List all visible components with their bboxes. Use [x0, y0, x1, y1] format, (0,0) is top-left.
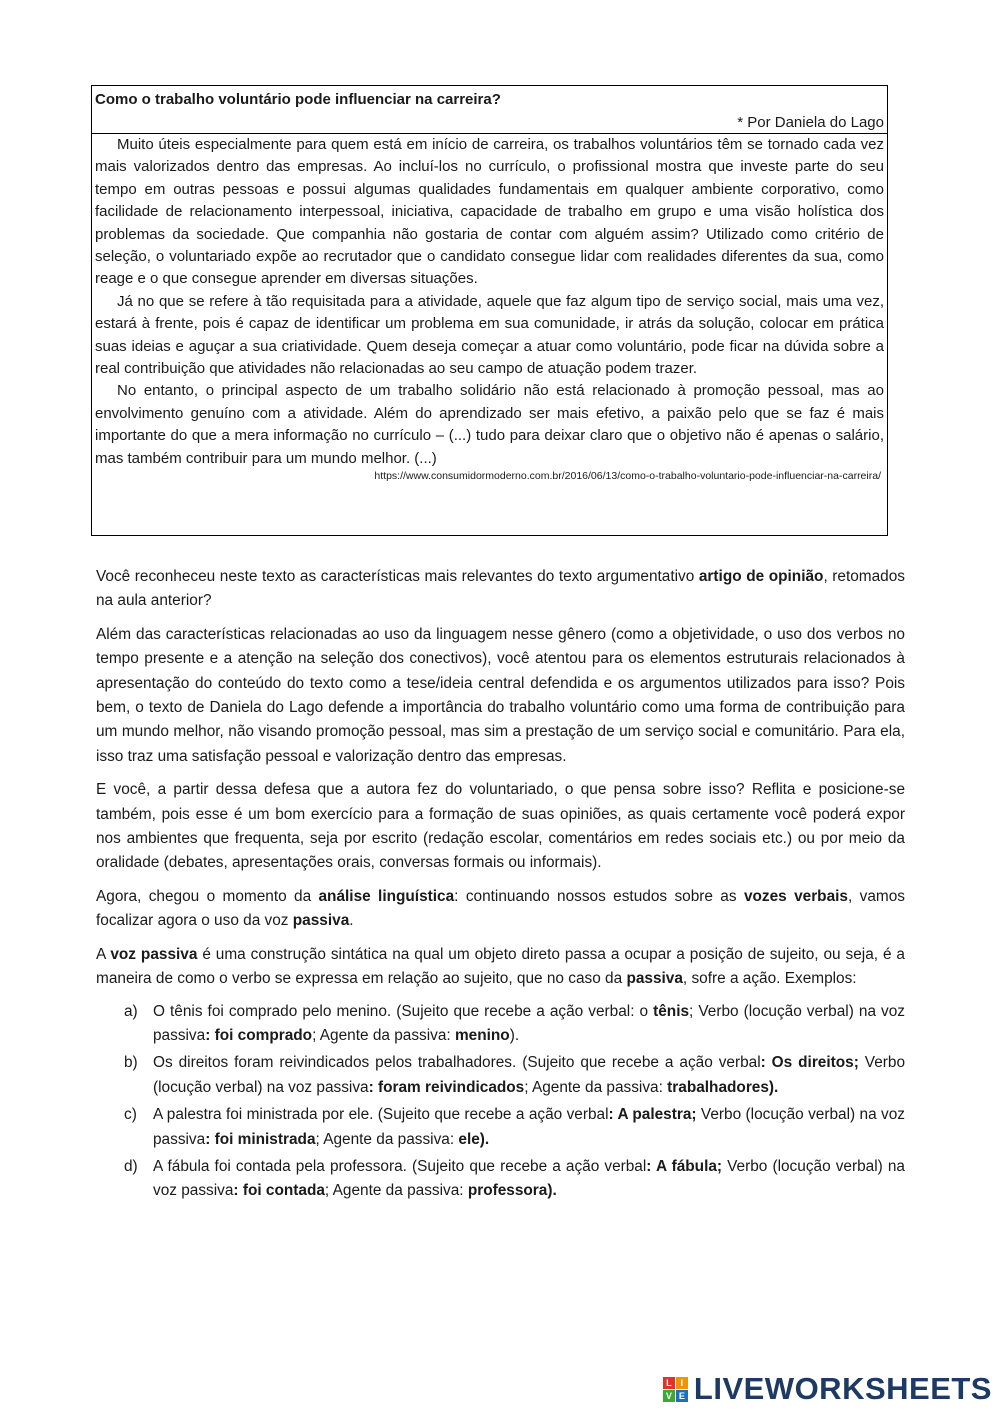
- badge-letter: E: [676, 1390, 688, 1402]
- article-paragraph: Muito úteis especialmente para quem está em início de carreira, os trabalhos voluntários têm se tornado cada vez mais valorizados dentro das empresas. Ao incluí-los no currículo, o profissional mostra que investe parte do seu tempo em outras pessoas e possui algumas qualidades fundamentais em qualquer ambiente corporativo, como facilidade de relacionamento interpessoal, iniciativa, capacidade de trabalho em grupo e uma visão holística dos problemas da sociedade. Que companhia não gostaria de contar com alguém assim? Utilizado como critério de seleção, o voluntariado expõe ao recrutador que o candidato consegue lidar com realidades diferentes da sua, como reage e o que consegue aprender em diversas situações.: [95, 136, 884, 288]
- paragraph-4: Agora, chegou o momento da análise linguística: continuando nossos estudos sobre as vozes verbais, vamos focalizar agora o uso da voz passiva.: [96, 887, 905, 930]
- article-header: [92, 86, 887, 134]
- list-item: a) O tênis foi comprado pelo menino. (Sujeito que recebe a ação verbal: o tênis; Verbo (locução verbal) na voz passiva: foi comprado; Agente da passiva: menino).: [124, 1002, 905, 1044]
- badge-letter: I: [676, 1377, 688, 1389]
- list-item: b) Os direitos foram reivindicados pelos trabalhadores. (Sujeito que recebe a ação verbal: Os direitos; Verbo (locução verbal) na voz passiva: foram reivindicados; Agente da passiva: trabalhadores).: [124, 1054, 906, 1096]
- article-title: Como o trabalho voluntário pode influenciar na carreira?: [95, 91, 501, 108]
- source-link[interactable]: https://www.consumidormoderno.com.br/2016/06/13/como-o-trabalho-voluntario-pode-influenciar-na-carreira/: [374, 470, 881, 483]
- article-paragraph: No entanto, o principal aspecto de um trabalho solidário não está relacionado à promoção pessoal, mas ao envolvimento genuíno com a atividade. Além do aprendizado ser mais efetivo, a paixão pelo que se faz é mais importante do que a mera informação no currículo – (...) tudo para deixar claro que o objetivo não é apenas o salário, mas também contribuir para um mundo melhor. (...): [95, 382, 884, 467]
- paragraph-2: Além das características relacionadas ao uso da linguagem nesse gênero (como a objetividade, o uso dos verbos no tempo presente e a atenção na seleção dos conectivos), você atentou para os elementos estruturais relacionados à apresentação do conteúdo do texto como a tese/ideia central defendida e os argumentos utilizados para isso? Pois bem, o texto de Daniela do Lago defende a importância do trabalho voluntário como uma forma de contribuição para um mundo melhor, não visando promoção pessoal, mas sim a prestação de um serviço social e comunitário. Para ela, isso traz uma satisfação pessoal e valorização dentro das empresas.: [96, 625, 905, 765]
- article-author: * Por Daniela do Lago: [737, 114, 884, 131]
- logo-text: LIVEWORKSHEETS: [693, 1371, 992, 1406]
- badge-letter: V: [663, 1390, 675, 1402]
- lesson-text: [96, 565, 905, 1207]
- examples-list: [96, 1000, 905, 1204]
- badge-letter: L: [663, 1377, 675, 1389]
- paragraph-3: E você, a partir dessa defesa que a autora fez do voluntariado, o que pensa sobre isso? Reflita e posicione-se também, pois esse é um bom exercício para a formação de suas opiniões, as quais certamente você poderá expor nos ambientes que frequenta, seja por escrito (redação escolar, comentários em redes sociais etc.) ou por meio da oralidade (debates, apresentações orais, conversas formais ou informais).: [96, 781, 905, 872]
- article-box: [91, 85, 888, 536]
- paragraph-5: A voz passiva é uma construção sintática na qual um objeto direto passa a ocupar a posição de sujeito, ou seja, é a maneira de como o verbo se expressa em relação ao sujeito, que no caso da passiva, sofre a ação. Exemplos:: [96, 945, 905, 988]
- article-paragraph: Já no que se refere à tão requisitada para a atividade, aquele que faz algum tipo de serviço social, mais uma vez, estará à frente, pois é capaz de identificar um problema em sua comunidade, ir atrás da solução, colocar em prática suas ideias e aguçar a sua criatividade. Quem deseja começar a atuar como voluntário, pode ficar na dúvida sobre a real contribuição que atividades não relacionadas ao seu campo de atuação podem trazer.: [95, 292, 884, 378]
- logo-badge-icon: [663, 1377, 688, 1402]
- list-item: c) A palestra foi ministrada por ele. (Sujeito que recebe a ação verbal: A palestra; Verbo (locução verbal) na voz passiva: foi ministrada; Agente da passiva: ele).: [124, 1106, 905, 1148]
- liveworksheets-logo: [663, 1371, 992, 1407]
- list-item: d) A fábula foi contada pela professora. (Sujeito que recebe a ação verbal: A fábula; Verbo (locução verbal) na voz passiva: foi contada; Agente da passiva: professora).: [124, 1157, 905, 1200]
- paragraph-1: Você reconheceu neste texto as características mais relevantes do texto argumentativo artigo de opinião, retomados na aula anterior?: [96, 568, 905, 610]
- article-body: [92, 134, 887, 483]
